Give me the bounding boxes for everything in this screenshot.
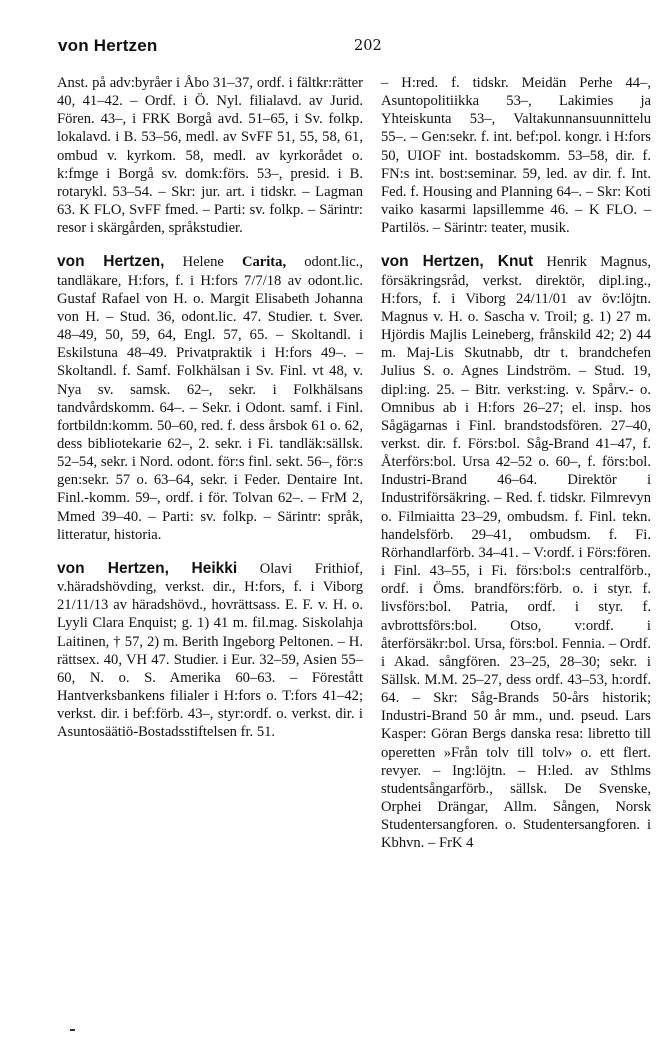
entry-headword: von Hertzen, [57, 559, 169, 577]
right-column [381, 74, 651, 853]
entry-knut [381, 253, 651, 852]
entry-continuation-text: Anst. på adv:byråer i Åbo 31–37, ordf. i fältkr:rätter 40, 41–42. – Ordf. i Ö. Nyl. filialavd. av Jurid. Fören. 43–, i FRK Borgå avd. 51–65, i Sv. folkp. lokalavd. i B. 53–56, medl. av SvFF 51, 55, 58, 61, ombud v. kyrkom. 58, medl. av kyrkorådet o. k:fmge i Borgå sv. domk:förs. 53–, presid. i B. rotarykl. 53–54. – Skr: jur. art. i tidskr. – Lagman 63. K FLO, SvFF fmed. – Parti: sv. folkp. – Särintr: resor i skärgården, språkstudier. [57, 75, 363, 237]
page-number: 202 [354, 38, 382, 54]
entry-helene-carita [57, 253, 363, 544]
entry-calling-name: Carita, [241, 254, 287, 271]
entry-continuation-text: – H:red. f. tidskr. Meidän Perhe 44–, Asuntopolitiikka 53–, Lakimies ja Yhteiskunta 53–, Valtakunnansuunnittelu 55–. – Gen:sekr. f. int. bef:pol. kongr. i H:fors 50, UIOF int. bostadskomm. 53–58, dir. f. FN:s int. bost:seminar. 59, led. av dir. f. Int. Fed. f. Housing and Planning 64–. – Skr: Koti vaiko kasarmi lapsillemme 46. – K FLO. – Partilös. – Särintr: teater, musik. [381, 75, 651, 237]
entry-heikki [57, 560, 363, 742]
running-head: von Hertzen [58, 36, 158, 55]
entry-calling-name: Heikki [191, 559, 238, 577]
entry-given-names: Helene [182, 254, 224, 271]
stray-mark [70, 1029, 75, 1031]
entry-headword: von Hertzen, [57, 253, 165, 271]
left-column [57, 74, 363, 741]
entry-headword: von Hertzen, Knut [381, 253, 534, 271]
entry-body: Henrik Magnus, försäkringsråd, verkst. direktör, dipl.ing., H:fors, f. i Viborg 24/11/01 av öv:löjtn. Magnus v. H. o. Sascha v. Troil; g. 1) 27 m. Hjördis Majlis Leineberg, frånskild 42; 2) 44 m. Maj-Lis Skutnabb, dtr t. brandchefen Julius S. o. Agnes Lindström. – Stud. 19, dipl:ing. 25. – Bitr. verkst:ing. v. Spårv.- o. Omnibus ab i H:fors 26–27; el. insp. hos Sågägarnas i Finl. brandstodsfören. 27–40, verkst. dir. f. Förs:bol. Såg-Brand 41–47, f. Återförs:bol. Ursa 42–52 o. 60–, f. förs:bol. Industri-Brand 46–64. Direktör i Industriförsäkring. – Red. f. tidskr. Filmrevyn o. Filmiaitta 23–29, ombudsm. f. Finl. tekn. handelsförb. 29–41, ombudsm. f. Fi. Rörhandlarförb. 34–41. – V:ordf. i Förs:fören. i Finl. 43–55, i Fi. förs:bol:s centralförb., ordf. i Öms. brandförs:förb. o. i styr. f. livsförs:bol. Patria, ordf. i styr. f. avbrottsförs:bol. Otso, v:ordf. i återförsäkr:bol. Ursa, förs:bol. Fennia. – Ordf. i Akad. sångfören. 23–25, 28–30; sekr. i Sällsk. M.M. 25–27, dess ordf. 43–53, h:ordf. 64. – Skr: Såg-Brands 50-års historik; Industri-Brand 50 år mm., und. pseud. Lars Kasper: Göran Bergs danska resa: libretto till operetten »Från tolv till tolv» o. ett flert. revyer. – Ing:löjtn. – H:led. av Sthlms studentsångarförb., sällsk. De Svenske, Orphei Drängar, Allm. Sången, Norsk Studentersangforen. o. Studentersangforen. i Kbhvn. – FrK 4 [381, 254, 651, 852]
entry-body: odont.lic., tandläkare, H:fors, f. i H:fors 7/7/18 av odont.lic. Gustaf Rafael von H. o. Margit Elisabeth Johanna von H. – Stud. 36, odont.lic. 47. Studier. t. Sver. 48–49, 50, 59, 64, Engl. 57, 65. – Skoltandl. i Eskilstuna 48–49. Privatpraktik i H:fors 49–. – Skoltandl. f. Samf. Folkhälsan i Sv. Finl. vt 48, v. Nya sv. samsk. 62–, sekr. i Folkhälsans tandvårdskomm. 64–. – Sekr. i Odont. samf. i Finl. fortbildn:komm. 50–60, red. f. dess årsbok 61 o. 62, dess bibliotekarie 62–, 2. sekr. i Fi. tandläk:sällsk. 52–54, sekr. i Nord. odont. för:s finl. sekt. 56–, för:s gen:sekr. 57 o. 63–64, sekr. i Feder. Dentaire Int. Finl.-komm. 59–, ordf. i för. Tolvan 62–. – FrM 2, Mmed 39–40. – Parti: sv. folkp. – Särintr: språk, litteratur, historia. [57, 254, 363, 543]
entry-body: Olavi Frithiof, v.häradshövding, verkst. dir., H:fors, f. i Viborg 21/11/13 av häradshövd., hovrättsass. E. F. v. H. o. Lyyli Clara Enquist; g. 1) 41 m. fil.mag. Siskolahja Laitinen, † 57, 2) m. Berith Ingeborg Peltonen. – H. rättsex. 40, VH 47. Studier. i Eur. 32–59, Asien 55–60, N. o. S. Amerika 60–63. – Förestått Hantverksbankens filialer i H:fors o. T:fors 41–42; verkst. dir. i bef:förb. 43–, styr:ordf. o. verkst. dir. i Asuntosäätiö-Bostadsstiftelsen fr. 51. [57, 560, 363, 741]
